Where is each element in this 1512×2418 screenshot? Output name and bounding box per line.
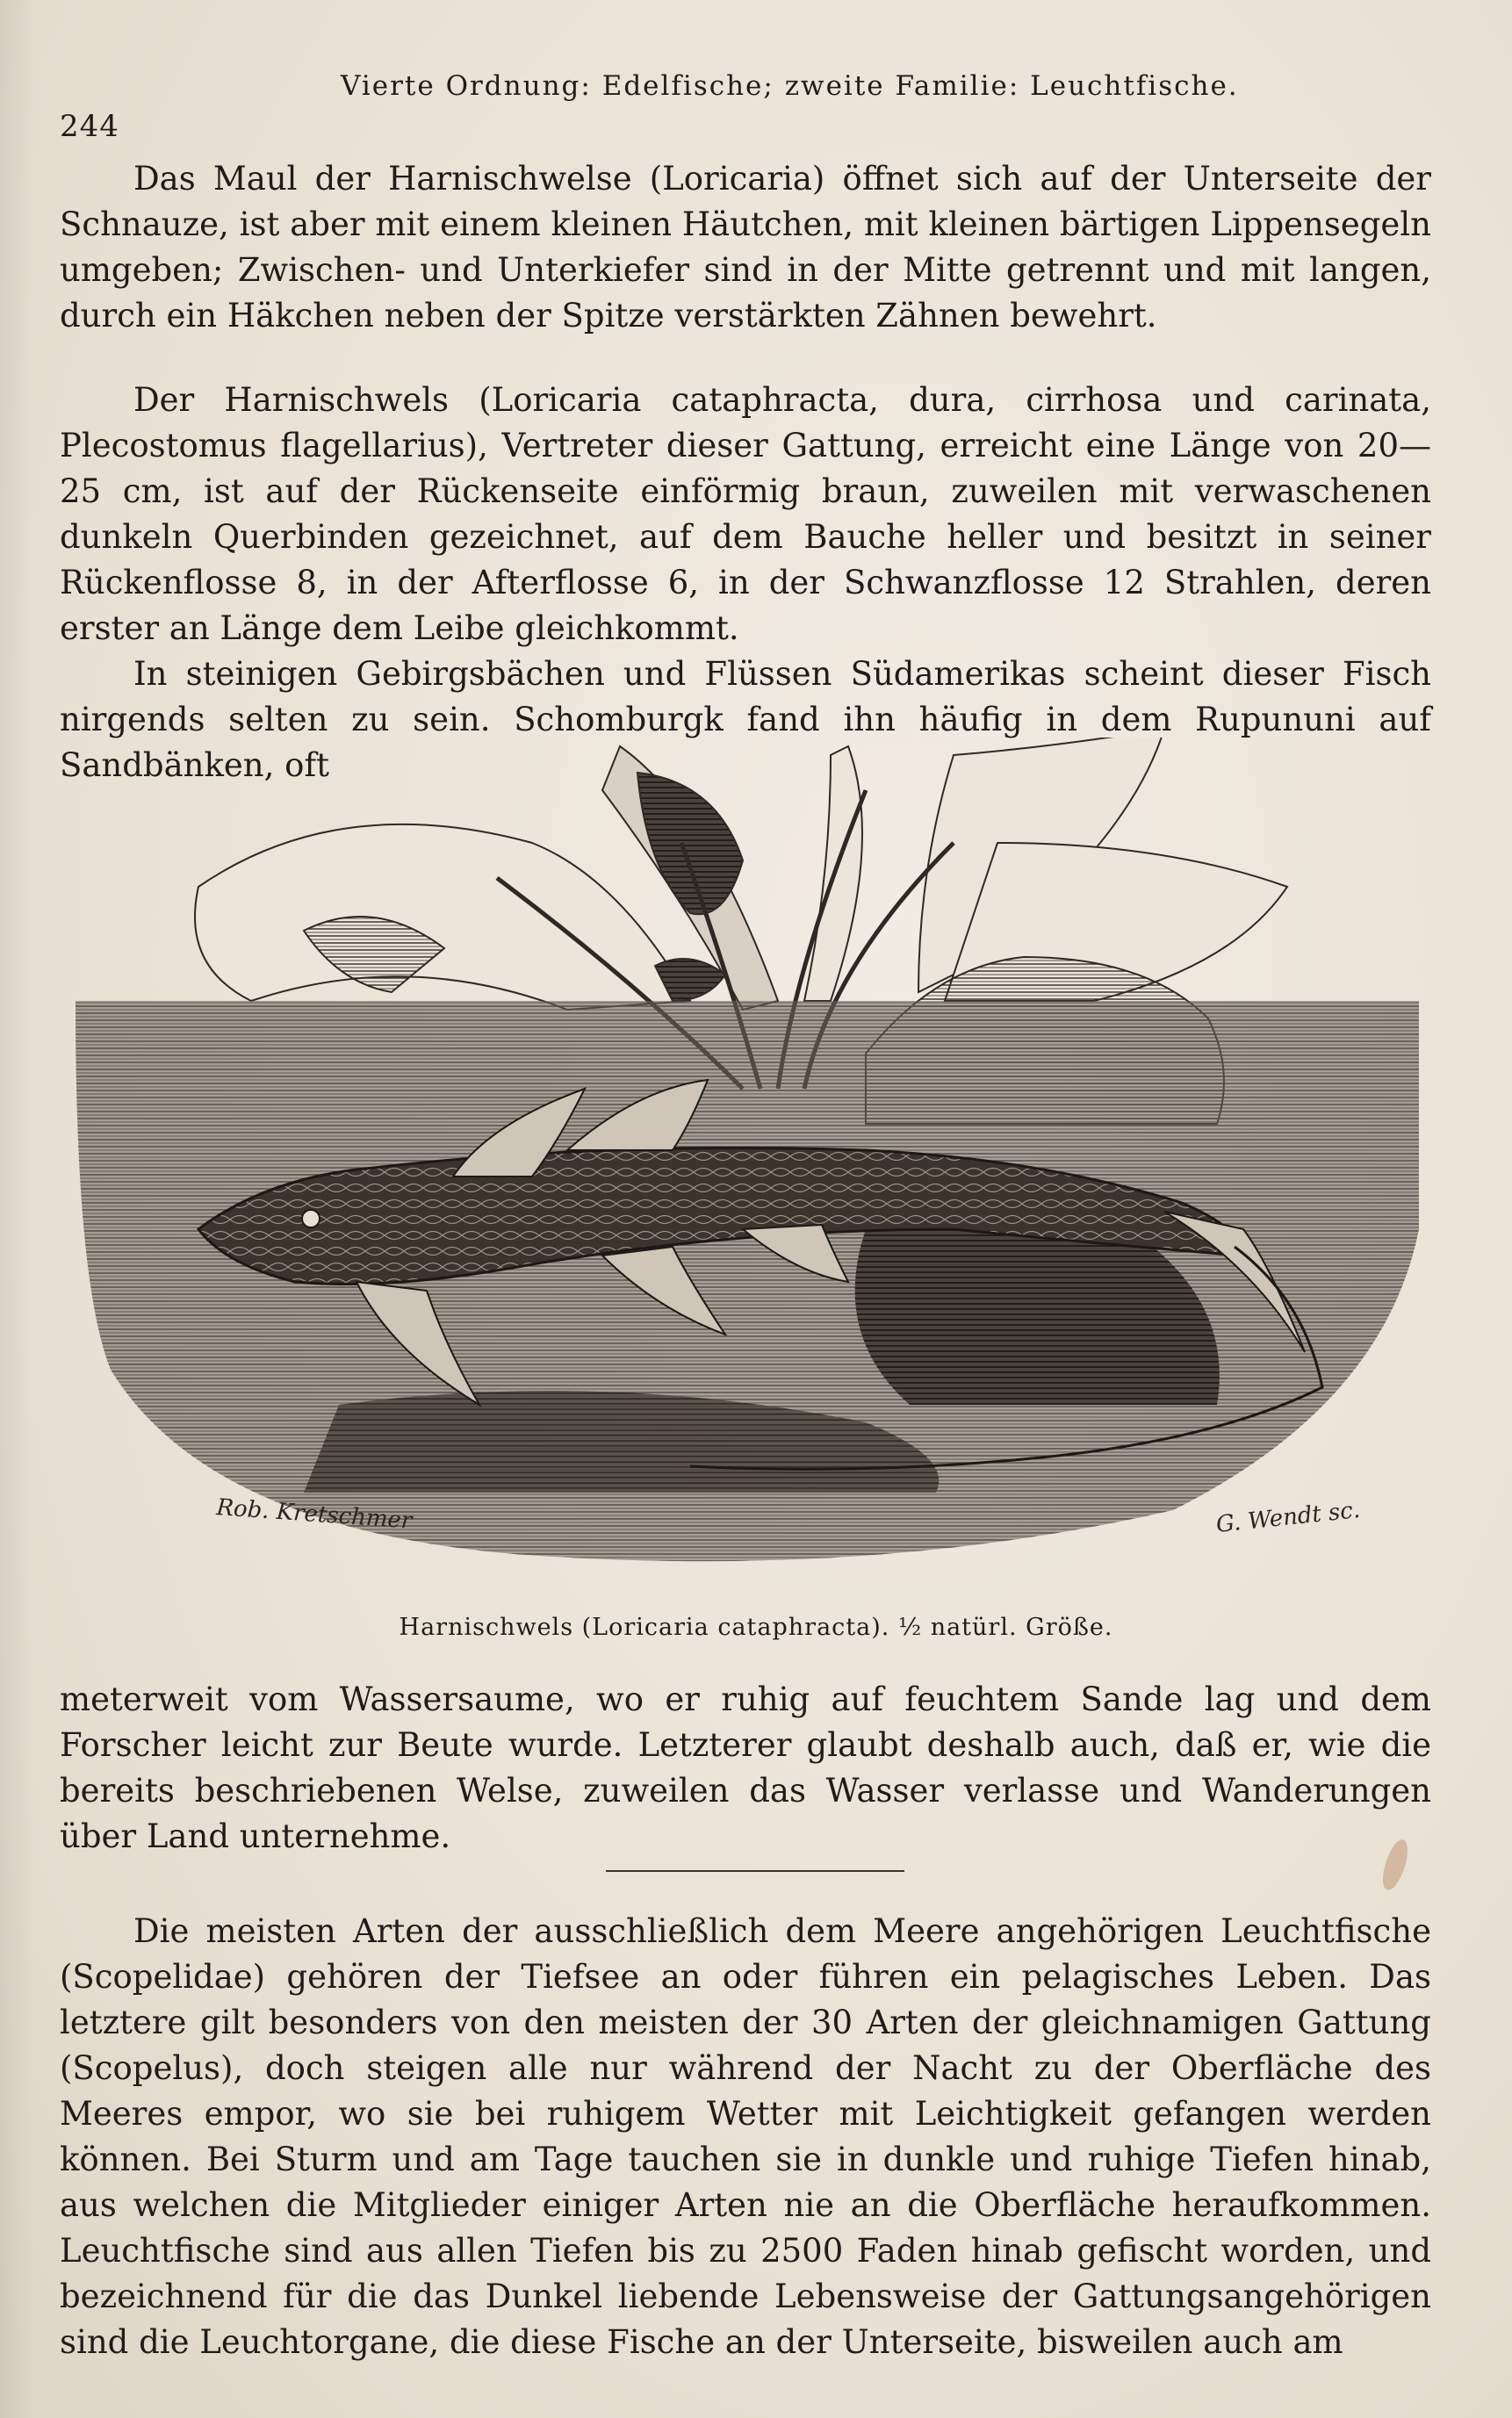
leaves [195,738,1287,1010]
page-number: 244 [60,109,119,144]
paragraph-mouth: Das Maul der Harnischwelse (Loricaria) öffnet sich auf der Unterseite der Schnauze, ist aber mit einem kleinen Häutchen, mit kleinen bärtigen Lippensegeln umgeben; Zwischen- und Unterkiefer sind in der Mitte getrennt und mit langen, durch ein Häkchen neben der Spitze verstärkten Zähnen bewehrt. [60,160,1431,335]
catfish-engraving [76,738,1428,1598]
section-divider [606,1870,904,1872]
text-block-3 [60,1677,1431,1860]
paragraph-continuation: meterweit vom Wassersaume, wo er ruhig auf feuchtem Sande lag und dem Forscher leicht zur Beute wurde. Letzterer glaubt deshalb auch, daß er, wie die bereits beschriebenen Welse, zuweilen das Wasser verlasse und Wanderungen über Land unternehme. [60,1680,1431,1855]
paragraph-harnischwels: Der Harnischwels (Loricaria cataphracta, dura, cirrhosa und carinata, Plecostomus flagellarius), Vertreter dieser Gattung, erreicht eine Länge von 20—25 cm, ist auf der Rückenseite einförmig braun, zuweilen mit verwaschenen dunkeln Querbinden gezeichnet, auf dem Bauche heller und besitzt in seiner Rückenflosse 8, in der Afterflosse 6, in der Schwanzflosse 12 Strahlen, deren erster an Länge dem Leibe gleichkommt. [60,381,1431,647]
text-block-1 [60,156,1431,339]
paragraph-habitat: In steinigen Gebirgsbächen und Flüssen Südamerikas scheint dieser Fisch nirgends selten zu sein. Schomburgk fand ihn häufig in dem Rupununi auf Sandbänken, oft [60,655,1431,784]
running-head: Vierte Ordnung: Edelfische; zweite Familie: Leuchtfische. [341,70,1239,102]
paragraph-leuchtfische: Die meisten Arten der ausschließlich dem Meere angehörigen Leuchtfische (Scopelidae) gehören der Tiefsee an oder führen ein pelagisches Leben. Das letztere gilt besonders von den meisten der 30 Arten der gleichnamigen Gattung (Scopelus), doch steigen alle nur während der Nacht zu der Oberfläche des Meeres empor, wo sie bei ruhigem Wetter mit Leichtigkeit gefangen werden können. Bei Sturm und am Tage tauchen sie in dunkle und ruhige Tiefen hinab, aus welchen die Mitglieder einiger Arten nie an die Oberfläche heraufkommen. Leuchtfische sind aus allen Tiefen bis zu 2500 Faden hinab gefischt worden, und bezeichnend für die das Dunkel liebende Lebensweise der Gattungsangehörigen sind die Leuchtorgane, die diese Fische an der Unterseite, bisweilen auch am [60,1912,1431,2361]
text-block-2 [60,378,1431,788]
text-block-4 [60,1909,1431,2365]
page-header [60,70,1442,144]
engraver-signature: G. Wendt sc. [1214,1496,1362,1538]
artist-signature: Rob. Kretschmer [215,1494,414,1535]
figure-caption: Harnischwels (Loricaria cataphracta). ½ natürl. Größe. [399,1614,1113,1641]
engraving-figure [76,738,1428,1598]
